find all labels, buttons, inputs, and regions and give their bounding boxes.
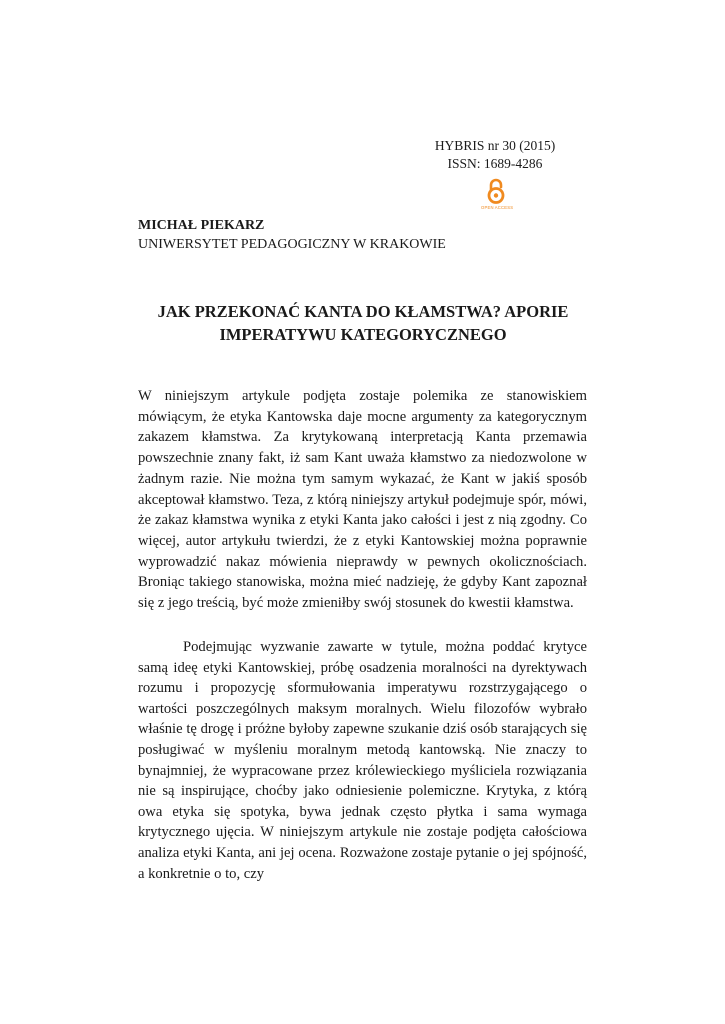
open-access-label: OPEN ACCESS: [481, 205, 514, 210]
author-block: [138, 216, 598, 254]
open-access-lock-icon: [487, 178, 505, 204]
author-affiliation: UNIWERSYTET PEDAGOGICZNY W KRAKOWIE: [138, 237, 446, 252]
abstract-paragraph: W niniejszym artykule podjęta zostaje polemika ze stanowiskiem mówiącym, że etyka Kantowska daje mocne argumenty za kategorycznym zakazem kłamstwa. Za krytykowaną interpretacją Kanta przemawia powszechnie znany fakt, iż sam Kant uważa kłamstwo za niedozwolone w żadnym razie. Nie można tym samym wykazać, że Kant w jakiś sposób akceptował kłamstwo. Teza, z którą niniejszy artykuł podejmuje spór, mówi, że zakaz kłamstwa wynika z etyki Kanta jako całości i jest z nią zgodny. Co więcej, autor artykułu twierdzi, że z etyki Kantowskiej można poprawnie wyprowadzić nakaz mówienia nieprawdy w pewnych okolicznościach. Broniąc takiego stanowiska, można mieć nadzieję, że gdyby Kant zapoznał się z jego treścią, być może zmieniłby swój stosunek do kwestii kłamstwa.: [138, 388, 587, 612]
body-paragraph: Podejmując wyzwanie zawarte w tytule, można poddać krytyce samą ideę etyki Kantowskiej, próbę osadzenia moralności na dyrektywach rozumu i propozycję sformułowania imperatywu rozstrzygającego o wartości poszczególnych maksym moralnych. Wielu filozofów wybrało właśnie tę drogę i próżne byłoby zapewne szukanie dziś osób starających się posługiwać w myśleniu moralnym metodą kantowską. Nie znaczy to bynajmniej, że wypracowane przez królewieckiego myśliciela rozwiązania nie są inspirujące, choćby jako odniesienie polemiczne. Krytyka, z którą owa etyka się spotyka, bywa jednak często płytka i sama wymaga krytycznego ujęcia. W niniejszym artykule nie zostaje podjęta całościowa analiza etyki Kanta, ani jej ocena. Rozważone zostaje pytanie o jej spójność, a konkretnie o to, czy: [138, 639, 587, 882]
article-title-line-2: IMPERATYWU KATEGORYCZNEGO: [219, 325, 507, 344]
article-title-line-1: JAK PRZEKONAĆ KANTA DO KŁAMSTWA? APORIE: [157, 302, 569, 321]
author-name: MICHAŁ PIEKARZ: [138, 218, 265, 233]
journal-issue: HYBRIS nr 30 (2015): [434, 138, 556, 153]
open-access-logo: [481, 178, 514, 214]
journal-info: [430, 137, 560, 173]
article-title: [138, 300, 588, 346]
journal-issn: ISSN: 1689-4286: [447, 156, 543, 171]
